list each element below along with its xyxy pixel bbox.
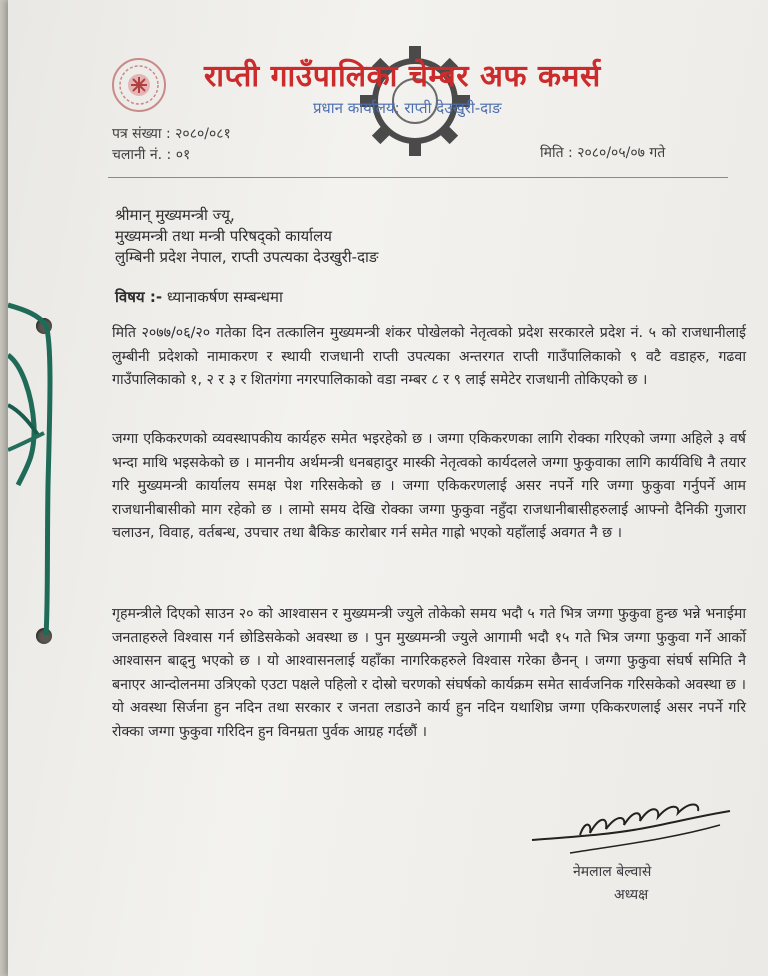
body-paragraph-3: गृहमन्त्रीले दिएको साउन २० को आश्वासन र मुख्यमन्त्री ज्युले तोकेको समय भदौ ५ गते भित्र जग्गा फुकुवा हुन्छ भन्ने भनाईमा जनताहरुले विश्वास गर्न छोडिसकेको अवस्था छ । पुन मुख्यमन्त्री ज्युले आगामी भदौ १५ गते भित्र जग्गा फुकुवा गर्ने आर्को आश्वासन बाढ्नु भएको छ । यो आश्वासनलाई यहाँका नागरिकहरुले विश्वास गरेका छैनन् । जग्गा फुकुवा संघर्ष समिति नै बनाएर आन्दोलनमा उत्रिएको एउटा पक्षले पहिलो र दोस्रो चरणको संघर्षको कार्यक्रम समेत सार्वजनिक गरिसकेको अवस्था छ । यो अवस्था सिर्जना हुन नदिन तथा सरकार र जनता लडाउने कार्य हुन नदिन यथाशिघ्र जग्गा एकिकरणलाई असर नपर्ने गरि रोक्का जग्गा फुकुवा गरिदिन हुन विनम्रता पुर्वक आग्रह गर्दछौं । [112, 606, 746, 740]
signature [530, 795, 735, 865]
org-address: प्रधान कार्यालय: राप्ती देउखुरी-दाङ [313, 99, 502, 117]
header-divider [108, 177, 728, 178]
dispatch-number: चलानी नं. : ०१ [112, 147, 191, 163]
subject-line [115, 287, 283, 307]
binding-string [8, 285, 54, 645]
letter-page [8, 0, 768, 976]
letter-number: पत्र संख्या : २०८०/०८१ [112, 126, 231, 142]
body-paragraph-1: मिति २०७७/०६/२० गतेका दिन तत्कालिन मुख्यमन्त्री शंकर पोखेलको नेतृत्वको प्रदेश सरकारले प्रदेश नं. ५ को राजधानीलाई लुम्बीनी प्रदेशको नामाकरण र स्थायी राजधानी राप्ती उपत्यका अन्तरगत राप्ती गाउँपालिकाको ९ वटै वडाहरु, गढवा गाउँपालिकाको १, २ र ३ र शितगंगा नगरपालिकाको वडा नम्बर ८ र ९ लाई समेटेर राजधानी तोकिएको छ । [112, 325, 746, 388]
letter-date: मिति : २०८०/०५/०७ गते [540, 145, 666, 161]
org-name: राप्ती गाउँपालिका चेम्बर अफ कमर्स [204, 59, 601, 94]
subject-label: विषय :- [115, 288, 163, 306]
signatory-title: अध्यक्ष [614, 887, 649, 903]
subject-text: ध्यानाकर्षण सम्बन्धमा [166, 288, 283, 306]
addressee-line-3: लुम्बिनी प्रदेश नेपाल, राप्ती उपत्यका देउखुरी-दाङ [115, 248, 379, 266]
body-paragraph-2: जग्गा एकिकरणको व्यवस्थापकीय कार्यहरु समेत भइरहेको छ । जग्गा एकिकरणका लागि रोक्का गरिएको जग्गा अहिले ३ वर्ष भन्दा माथि भइसकेको छ । माननीय अर्थमन्त्री धनबहादुर मास्की नेतृत्वको कार्यदलले जग्गा फुकुवाका लागि कार्यविधि नै तयार गरि मुख्यमन्त्री कार्यालय समक्ष पेश गरिसकेको छ । जग्गा एकिकरणलाई असर नपर्ने गरि जग्गा फुकुवा गर्नुपर्ने आम राजधानीबासीको माग रहेको छ । लामो समय देखि रोक्का जग्गा फुकुवा नहुँदा राजधानीबासीहरुलाई आफ्नो दैनिकी गुजारा चलाउन, विवाह, वर्तबन्ध, उपचार तथा बैकिङ कारोबार गर्न समेत गाह्रो भएको यहाँलाई अवगत नै छ । [112, 431, 746, 541]
signatory-name: नेमलाल बेल्वासे [573, 864, 652, 880]
addressee-line-1: श्रीमान् मुख्यमन्त्री ज्यू, [115, 206, 235, 224]
emblem-icon [111, 57, 167, 113]
addressee-line-2: मुख्यमन्त्री तथा मन्त्री परिषद्को कार्यालय [115, 227, 332, 245]
